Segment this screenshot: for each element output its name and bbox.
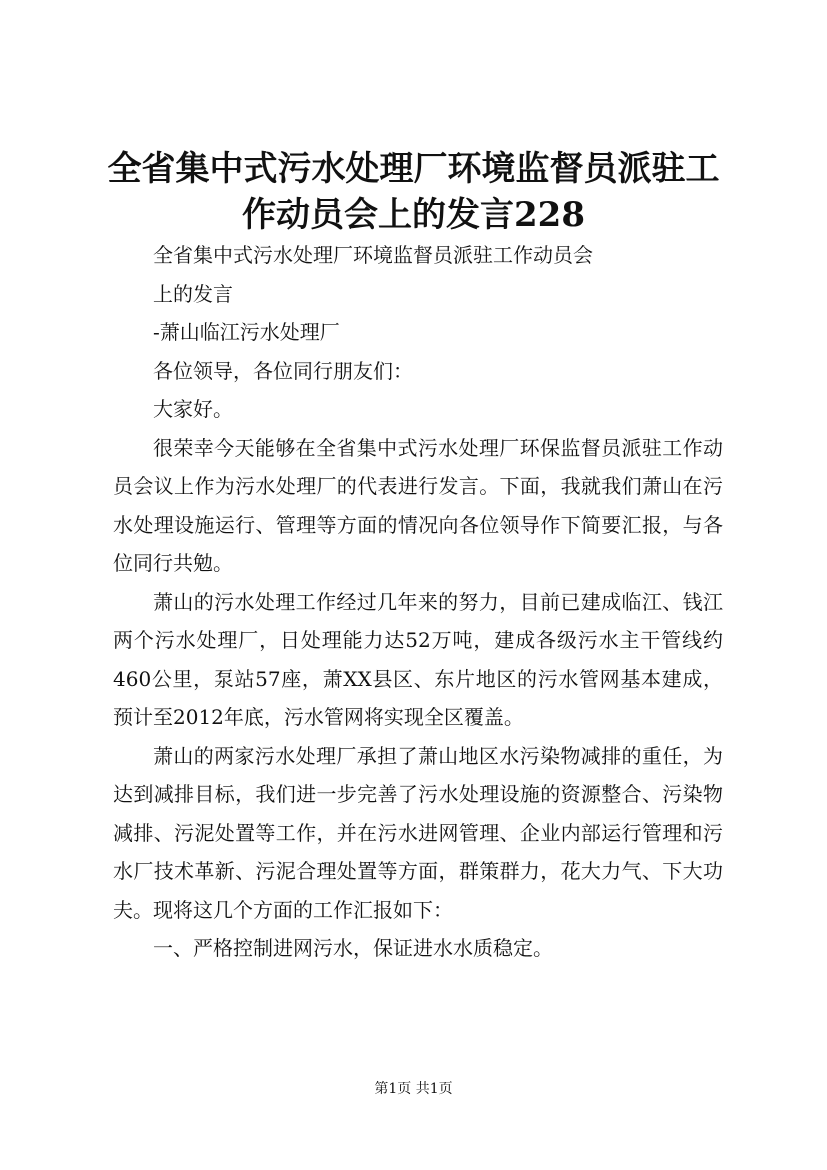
page-footer: 第1页 共1页 — [374, 1081, 453, 1097]
paragraph: 很荣幸今天能够在全省集中式污水处理厂环保监督员派驻工作动员会议上作为污水处理厂的代表进行发言。下面，我就我们萧山在污水处理设施运行、管理等方面的情况向各位领导作下简要汇报，与各位同行共勉。 — [113, 435, 723, 575]
paragraph: -萧山临江污水处理厂 — [153, 320, 340, 344]
paragraph: 各位领导，各位同行朋友们： — [153, 358, 413, 383]
paragraph: 萧山的污水处理工作经过几年来的努力，目前已建成临江、钱江两个污水处理厂，日处理能力达52万吨，建成各级污水主干管线约460公里，泵站57座，萧XX县区、东片地区的污水管网基本建成，预计至2012年底，污水管网将实现全区覆盖。 — [113, 589, 723, 729]
paragraph: 上的发言 — [153, 281, 233, 306]
paragraph: 萧山的两家污水处理厂承担了萧山地区水污染物减排的重任，为达到减排目标，我们进一步完善了污水处理设施的资源整合、污染物减排、污泥处置等工作，并在污水进网管理、企业内部运行管理和污水厂技术革新、污泥合理处置等方面，群策群力，花大力气、下大功夫。现将这几个方面的工作汇报如下： — [113, 743, 723, 922]
document-title: 全省集中式污水处理厂环境监督员派驻工作动员会上的发言228 — [107, 149, 720, 235]
paragraph: 大家好。 — [153, 397, 233, 421]
paragraph: 全省集中式污水处理厂环境监督员派驻工作动员会 — [153, 243, 593, 267]
document-body — [113, 236, 723, 968]
paragraph: 一、严格控制进网污水，保证进水水质稳定。 — [153, 936, 553, 960]
